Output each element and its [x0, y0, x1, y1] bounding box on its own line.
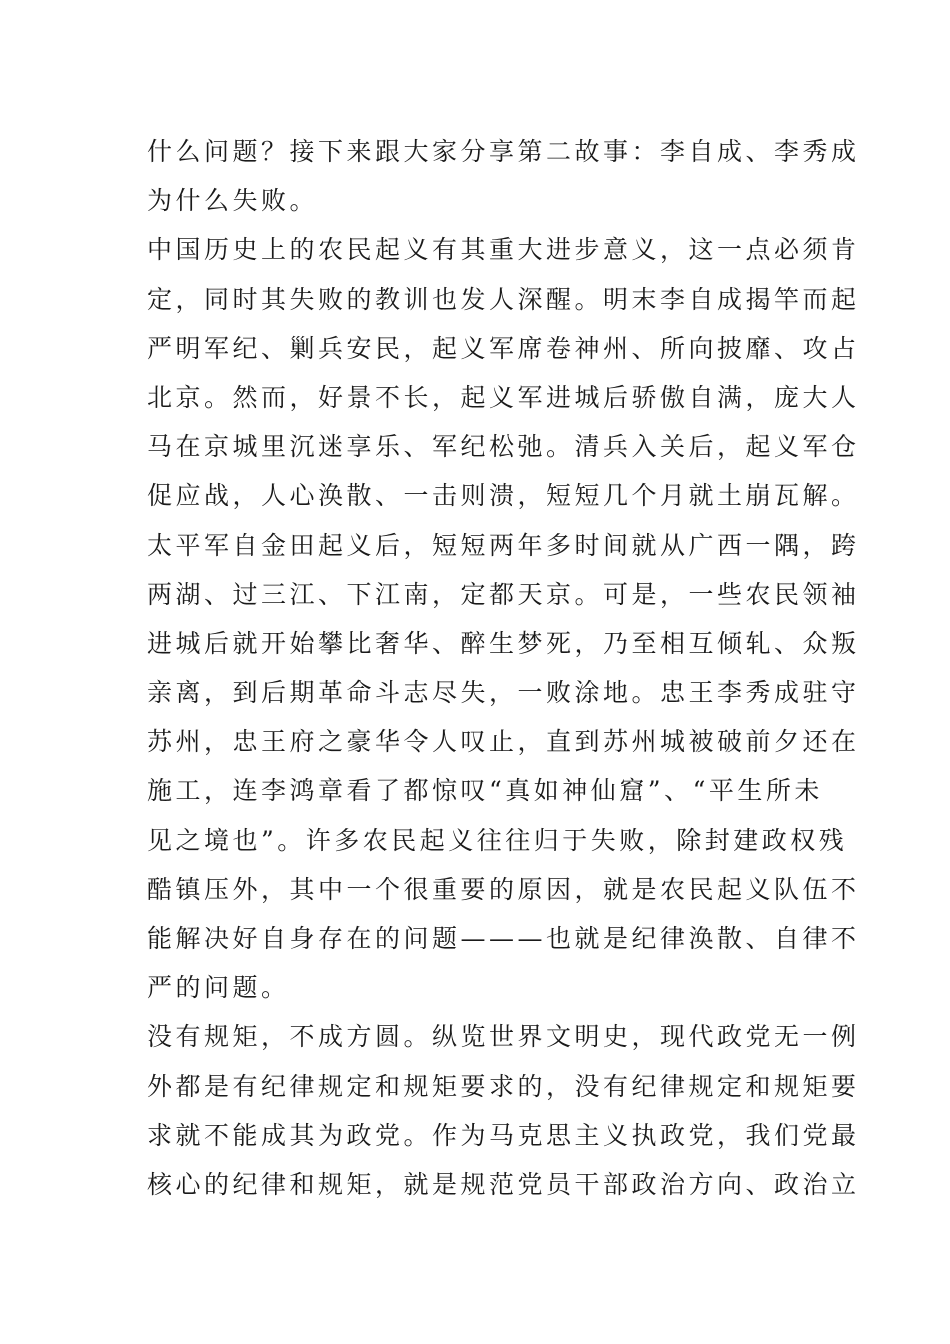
text-line: 进城后就开始攀比奢华、醉生梦死，乃至相互倾轧、众叛: [147, 628, 860, 658]
text-line: 严的问题。: [147, 973, 290, 1003]
text-line: 求就不能成其为政党。作为马克思主义执政党，我们党最: [147, 1120, 860, 1150]
text-line: 见之境也”。许多农民起义往往归于失败，除封建政权残: [147, 825, 848, 855]
text-line: 马在京城里沉迷享乐、军纪松弛。清兵入关后，起义军仓: [147, 432, 860, 462]
text-line: 两湖、过三江、下江南，定都天京。可是，一些农民领袖: [147, 579, 860, 609]
text-line: 太平军自金田起义后，短短两年多时间就从广西一隅，跨: [147, 530, 860, 560]
body-text: [147, 127, 860, 1209]
text-line: 北京。然而，好景不长，起义军进城后骄傲自满，庞大人: [147, 382, 860, 412]
text-line: 苏州，忠王府之豪华令人叹止，直到苏州城被破前夕还在: [147, 727, 860, 757]
text-line: 定，同时其失败的教训也发人深醒。明末李自成揭竿而起: [147, 284, 860, 314]
text-line: 亲离，到后期革命斗志尽失，一败涂地。忠王李秀成驻守: [147, 678, 860, 708]
text-line: 为什么失败。: [147, 186, 319, 216]
text-line: 没有规矩，不成方圆。纵览世界文明史，现代政党无一例: [147, 1022, 860, 1052]
text-line: 严明军纪、剿兵安民，起义军席卷神州、所向披靡、攻占: [147, 333, 860, 363]
text-line: 能解决好自身存在的问题———也就是纪律涣散、自律不: [147, 924, 860, 953]
text-line: 什么问题？接下来跟大家分享第二故事：李自成、李秀成: [147, 137, 860, 166]
text-line: 酷镇压外，其中一个很重要的原因，就是农民起义队伍不: [147, 874, 860, 904]
text-line: 中国历史上的农民起义有其重大进步意义，这一点必须肯: [147, 235, 860, 265]
text-line: 施工，连李鸿章看了都惊叹“真如神仙窟”、“平生所未: [147, 776, 823, 806]
text-line: 核心的纪律和规矩，就是规范党员干部政治方向、政治立: [147, 1169, 860, 1199]
text-line: 外都是有纪律规定和规矩要求的，没有纪律规定和规矩要: [147, 1071, 860, 1101]
text-line: 促应战，人心涣散、一击则溃，短短几个月就土崩瓦解。: [147, 481, 860, 511]
